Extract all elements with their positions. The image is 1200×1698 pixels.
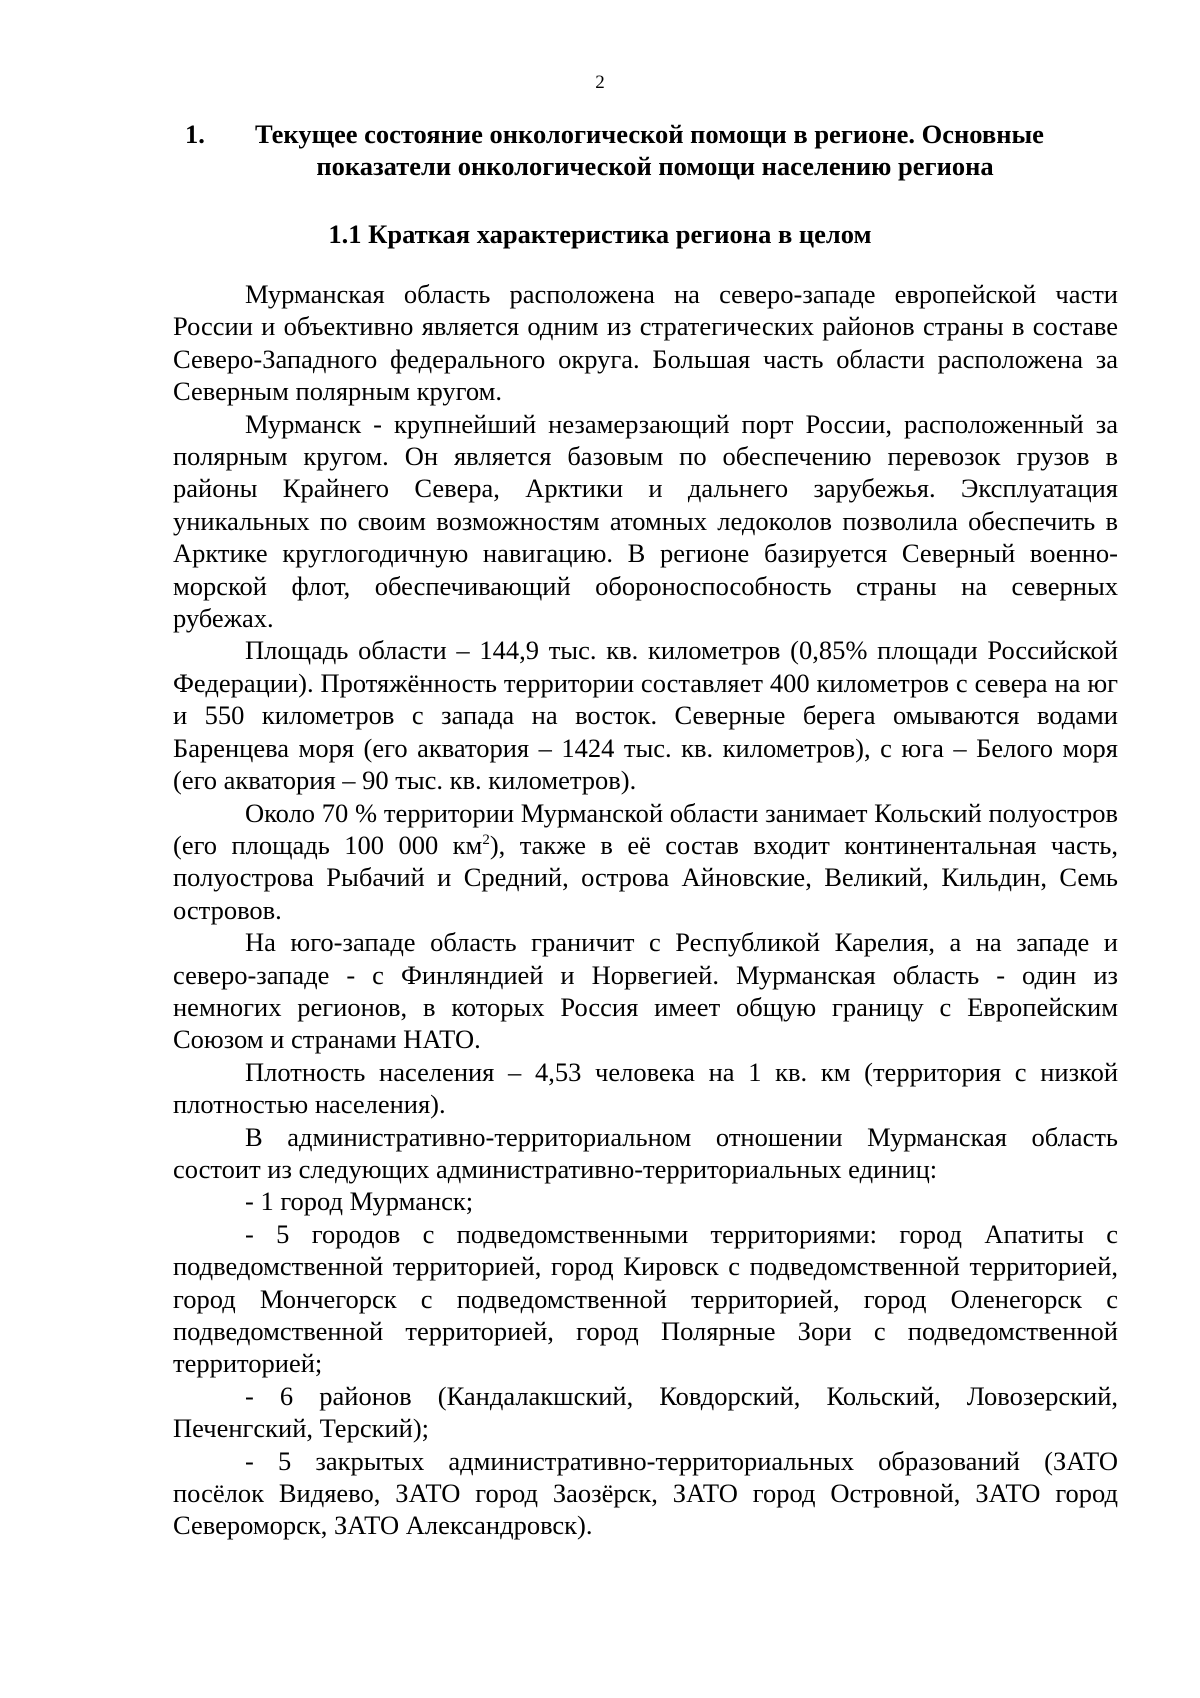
- list-item: - 6 районов (Кандалакшский, Ковдорский, Кольский, Ловозерский, Печенгский, Терский);: [173, 1380, 1118, 1444]
- body-text: [173, 278, 1118, 1542]
- list-item: - 1 город Мурманск;: [245, 1186, 474, 1217]
- list-item: - 5 закрытых административно-территориальных образований (ЗАТО посёлок Видяево, ЗАТО город Заозёрск, ЗАТО город Островной, ЗАТО город Североморск, ЗАТО Александровск).: [173, 1445, 1118, 1541]
- paragraph: Плотность населения – 4,53 человека на 1 кв. км (территория с низкой плотностью населения).: [173, 1056, 1118, 1120]
- section-title-line2: показатели онкологической помощи населению региона: [316, 151, 994, 181]
- subsection-heading: 1.1 Краткая характеристика региона в целом: [328, 219, 872, 249]
- paragraph: Мурманская область расположена на северо-западе европейской части России и объективно является одним из стратегических районов страны в составе Северо-Западного федерального округа. Большая часть области расположена за Северным полярным кругом.: [173, 279, 1118, 407]
- paragraph: Площадь области – 144,9 тыс. кв. километров (0,85% площади Российской Федерации). Протяжённость территории составляет 400 километров с севера на юг и 550 километров с запада на восток. Северные берега омываются водами Баренцева моря (его акватория – 1424 тыс. кв. километров), с юга – Белого моря (его акватория – 90 тыс. кв. километров).: [173, 635, 1118, 796]
- page-number: 2: [595, 72, 605, 93]
- paragraph: В административно-территориальном отношении Мурманская область состоит из следующих административно-территориальных единиц:: [173, 1121, 1118, 1184]
- list-item: - 5 городов с подведомственными территориями: город Апатиты с подведомственной территорией, город Кировск с подведомственной территорией, город Мончегорск с подведомственной территорией, город Оленегорск с подведомственной территорией, город Полярные Зори с подведомственной территорией;: [173, 1218, 1118, 1379]
- paragraph: На юго-западе область граничит с Республикой Карелия, а на западе и северо-западе - с Финляндией и Норвегией. Мурманская область - один из немногих регионов, в которых Россия имеет общую границу с Европейским Союзом и странами НАТО.: [173, 927, 1118, 1055]
- superscript: 2: [482, 832, 490, 849]
- paragraph: [173, 797, 1118, 927]
- paragraph: Мурманск - крупнейший незамерзающий порт России, расположенный за полярным кругом. Он является базовым по обеспечению перевозок грузов в районы Крайнего Севера, Арктики и дальнего зарубежья. Эксплуатация уникальных по своим возможностям атомных ледоколов позволила обеспечить в Арктике круглогодичную навигацию. В регионе базируется Северный военно-морской флот, обеспечивающий обороноспособность страны на северных рубежах.: [173, 408, 1118, 634]
- section-number: 1.: [185, 119, 205, 149]
- section-title-line1: Текущее состояние онкологической помощи в регионе. Основные: [255, 119, 1044, 149]
- paragraph-text: Около 70 % территории Мурманской области занимает Кольский полуостров (его площадь 100 000 км: [173, 797, 1118, 860]
- paragraph-text: ), также в её состав входит континентальная часть, полуострова Рыбачий и Средний, острова Айновские, Великий, Кильдин, Семь островов.: [173, 829, 1118, 925]
